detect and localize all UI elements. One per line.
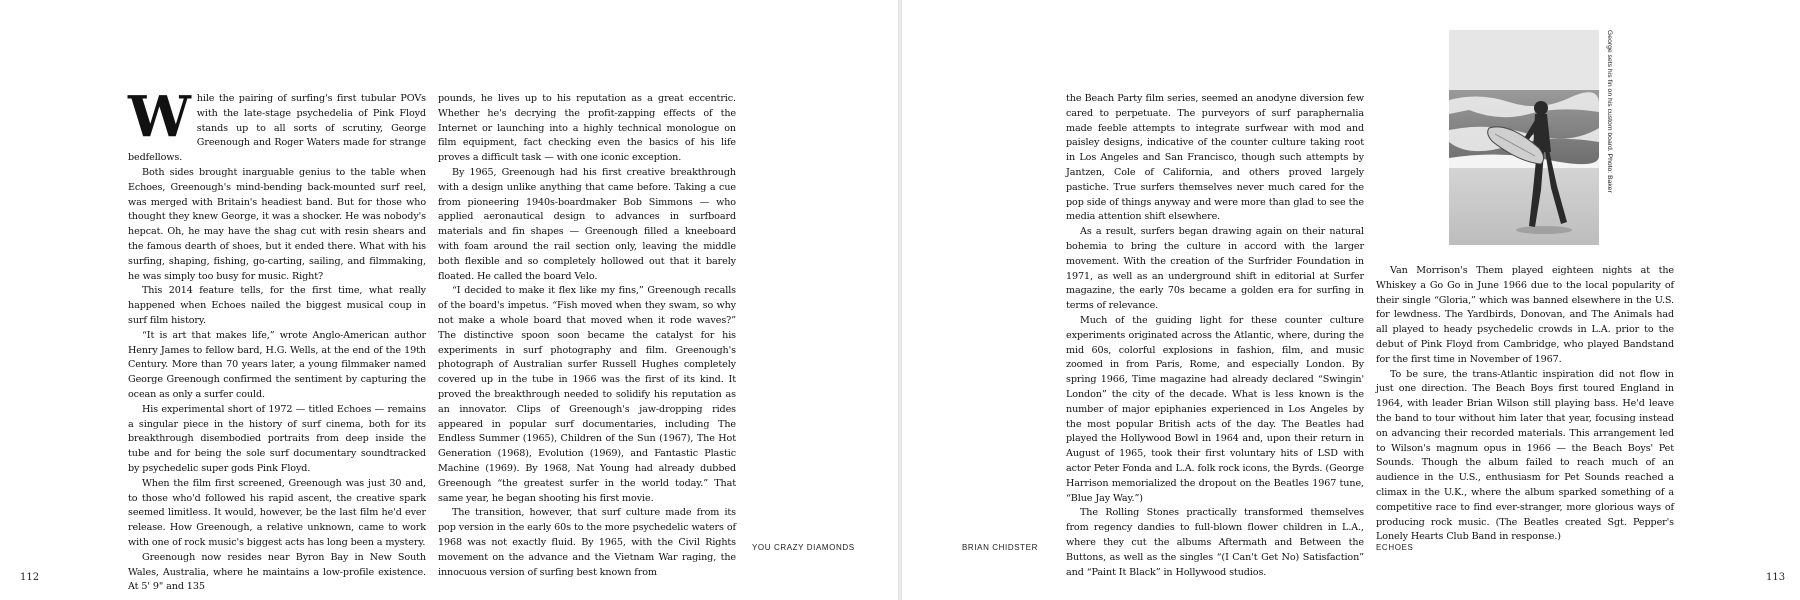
paragraph: Van Morrison's Them played eighteen nights at the Whiskey a Go Go in June 1966 due to the local popularity of their single “Gloria,” which was banned elsewhere in the U.S. for lewdness. The Yardbirds, Donovan, and The Animals had all played to heady psychedelic crowds in L.A. prior to the debut of Pink Floyd from Cambridge, who played Bandstand for the first time in November of 1967. — [1376, 265, 1674, 365]
left-column-2 — [438, 92, 736, 580]
paragraph: Greenough now resides near Byron Bay in New South Wales, Australia, where he maintains a low-profile existence. At 5' 9" and 135 — [128, 551, 426, 593]
paragraph: This 2014 feature tells, for the first time, what really happened when Echoes nailed the biggest musical coup in surf film history. — [128, 285, 426, 326]
right-column-2 — [1376, 264, 1674, 545]
paragraph: The Rolling Stones practically transformed themselves from regency dandies to full-blown flower children in L.A., where they cut the albums Aftermath and Between the Buttons, as well as the singles “(I Can't Get No) Satisfaction” and “Paint It Black” in Hollywood studios. — [1066, 507, 1364, 578]
surfer-photo — [1449, 30, 1599, 245]
paragraph: His experimental short of 1972 — titled Echoes — remains a singular piece in the history of surf cinema, both for its breakthrough disembodied portraits from deep inside the tube and for being the sole surf documentary soundtracked by psychedelic super gods Pink Floyd. — [128, 403, 426, 474]
right-column-1 — [1066, 92, 1364, 580]
paragraph: “It is art that makes life,” wrote Anglo-American author Henry James to fellow bard, H.G. Wells, at the end of the 19th Century. More than 70 years later, a young filmmaker named George Greenough confirmed the sentiment by capturing the ocean as only a surfer could. — [128, 329, 426, 400]
paragraph: Both sides brought inarguable genius to the table when Echoes, Greenough's mind-bending back-mounted surf reel, was merged with Britain's headiest band. But for those who thought they knew George, it was a shocker. He was nobody's hepcat. Oh, he may have the shag cut with resin shears and the famous dearth of shoes, but it ended there. What with his surfing, shaping, fishing, go-carting, sailing, and filmmaking, he was simply too busy for music. Right? — [128, 166, 426, 282]
running-footer-author: BRIAN CHIDSTER — [962, 543, 1038, 552]
drop-cap: W — [128, 84, 191, 150]
paragraph: To be sure, the trans-Atlantic inspiration did not flow in just one direction. The Beach Boys first toured England in 1964, with leader Brian Wilson still playing bass. He'd leave the band to tour without him later that year, focusing instead on advancing their recorded materials. This arrangement led to Wilson's magnum opus in 1966 — the Beach Boys' Pet Sounds. Though the album failed to reach much of an audience in the U.S., enthusiasm for Pet Sounds reached a climax in the U.K., where the album sparked something of a competitive race to find ever-stranger, more glorious ways of producing rock music. (The Beatles created Sgt. Pepper's Lonely Hearts Club Band in response.) — [1376, 368, 1674, 543]
page-number-left: 112 — [20, 572, 40, 583]
paragraph: As a result, surfers began drawing again on their natural bohemia to bring the culture in accord with the larger movement. With the creation of the Surfrider Foundation in 1971, as well as an underground shift in editorial at Surfer magazine, the early 70s became a golden era for surfing in terms of relevance. — [1066, 226, 1364, 312]
paragraph: Much of the guiding light for these counter culture experiments originated across the Atlantic, where, during the mid 60s, colorful explosions in fashion, film, and music zoomed in from Paris, Rome, and especially London. By spring 1966, Time magazine had already declared “Swingin' London” the city of the decade. What is less known is the number of major epiphanies experienced in Los Angeles by the most popular British acts of the day. The Beatles had played the Hollywood Bowl in 1964 and, upon their return in August of 1965, took their first voluntary hits of LSD with actor Peter Fonda and L.A. folk rock icons, the Byrds. (George Harrison memorialized the dropout on the Beatles 1967 tune, “Blue Jay Way.”) — [1066, 314, 1364, 504]
opening-paragraph — [128, 84, 426, 166]
left-column-1 — [128, 84, 426, 595]
paragraph: By 1965, Greenough had his first creative breakthrough with a design unlike anything that came before. Taking a cue from pioneering 1940s-boardmaker Bob Simmons — who applied aeronautical design to advances in surfboard materials and fin shapes — Greenough filled a kneeboard with foam around the rail section only, leaving the middle both flexible and so completely hollowed out that it barely floated. He called the board Velo. — [438, 166, 736, 282]
surfer-photo-graphic — [1449, 30, 1599, 245]
paragraph: “I decided to make it flex like my fins,” Greenough recalls of the board's impetus. “Fish moved when they swam, so why not make a whole board that moved when it rode waves?” The distinctive spoon soon became the catalyst for his experiments in surf photography and film. Greenough's photograph of Australian surfer Russell Hughes completely covered up in the tube in 1966 was the first of its kind. It proved the breakthrough needed to solidify his reputation as an innovator. Clips of Greenough's jaw-dropping rides appeared in popular surf documentaries, including The Endless Summer (1965), Children of the Sun (1967), The Hot Generation (1968), Evolution (1969), and Fantastic Plastic Machine (1969). By 1968, Nat Young had already dubbed Greenough “the greatest surfer in the world today.” That same year, he began shooting his first movie. — [438, 285, 736, 504]
paragraph: The transition, however, that surf culture made from its pop version in the early 60s to the more psychedelic waters of 1968 was not exactly fluid. By 1965, with the Civil Rights movement on the advance and the Vietnam War raging, the innocuous version of surfing best known from — [438, 507, 736, 578]
page-number-right: 113 — [1766, 572, 1786, 583]
paragraph: the Beach Party film series, seemed an anodyne diversion few cared to perpetuate. The purveyors of surf paraphernalia made feeble attempts to integrate surfwear with mod and paisley designs, indicative of the counter culture taking root in Los Angeles and San Francisco, though such attempts by Jantzen, Cole of California, and others proved largely pastiche. True surfers themselves never much cared for the pop side of things anyway and were more than glad to see the media attention shift elsewhere. — [1066, 93, 1364, 223]
running-footer-section: ECHOES — [1376, 543, 1414, 552]
paragraph: When the film first screened, Greenough was just 30 and, to those who'd followed his rapid ascent, the creative spark seemed limitless. It would, however, be the last film he'd ever release. How Greenough, a relative unknown, came to work with one of rock music's biggest acts has long been a mystery. — [128, 477, 426, 548]
running-footer-title: YOU CRAZY DIAMONDS — [752, 543, 855, 552]
paragraph-text: hile the pairing of surfing's first tubular POVs with the late-stage psychedelia of Pink Floyd stands up to all sorts of scrutiny, George Greenough and Roger Waters made for strange bedfellows. — [128, 93, 426, 164]
paragraph: pounds, he lives up to his reputation as a great eccentric. Whether he's decrying the profit-zapping effects of the Internet or launching into a highly technical monologue on film equipment, fact checking even the basics of his life proves a difficult task — with one iconic exception. — [438, 93, 736, 164]
photo-credit: George sets his fin on his custom board. Photo: Baker — [1606, 30, 1613, 193]
